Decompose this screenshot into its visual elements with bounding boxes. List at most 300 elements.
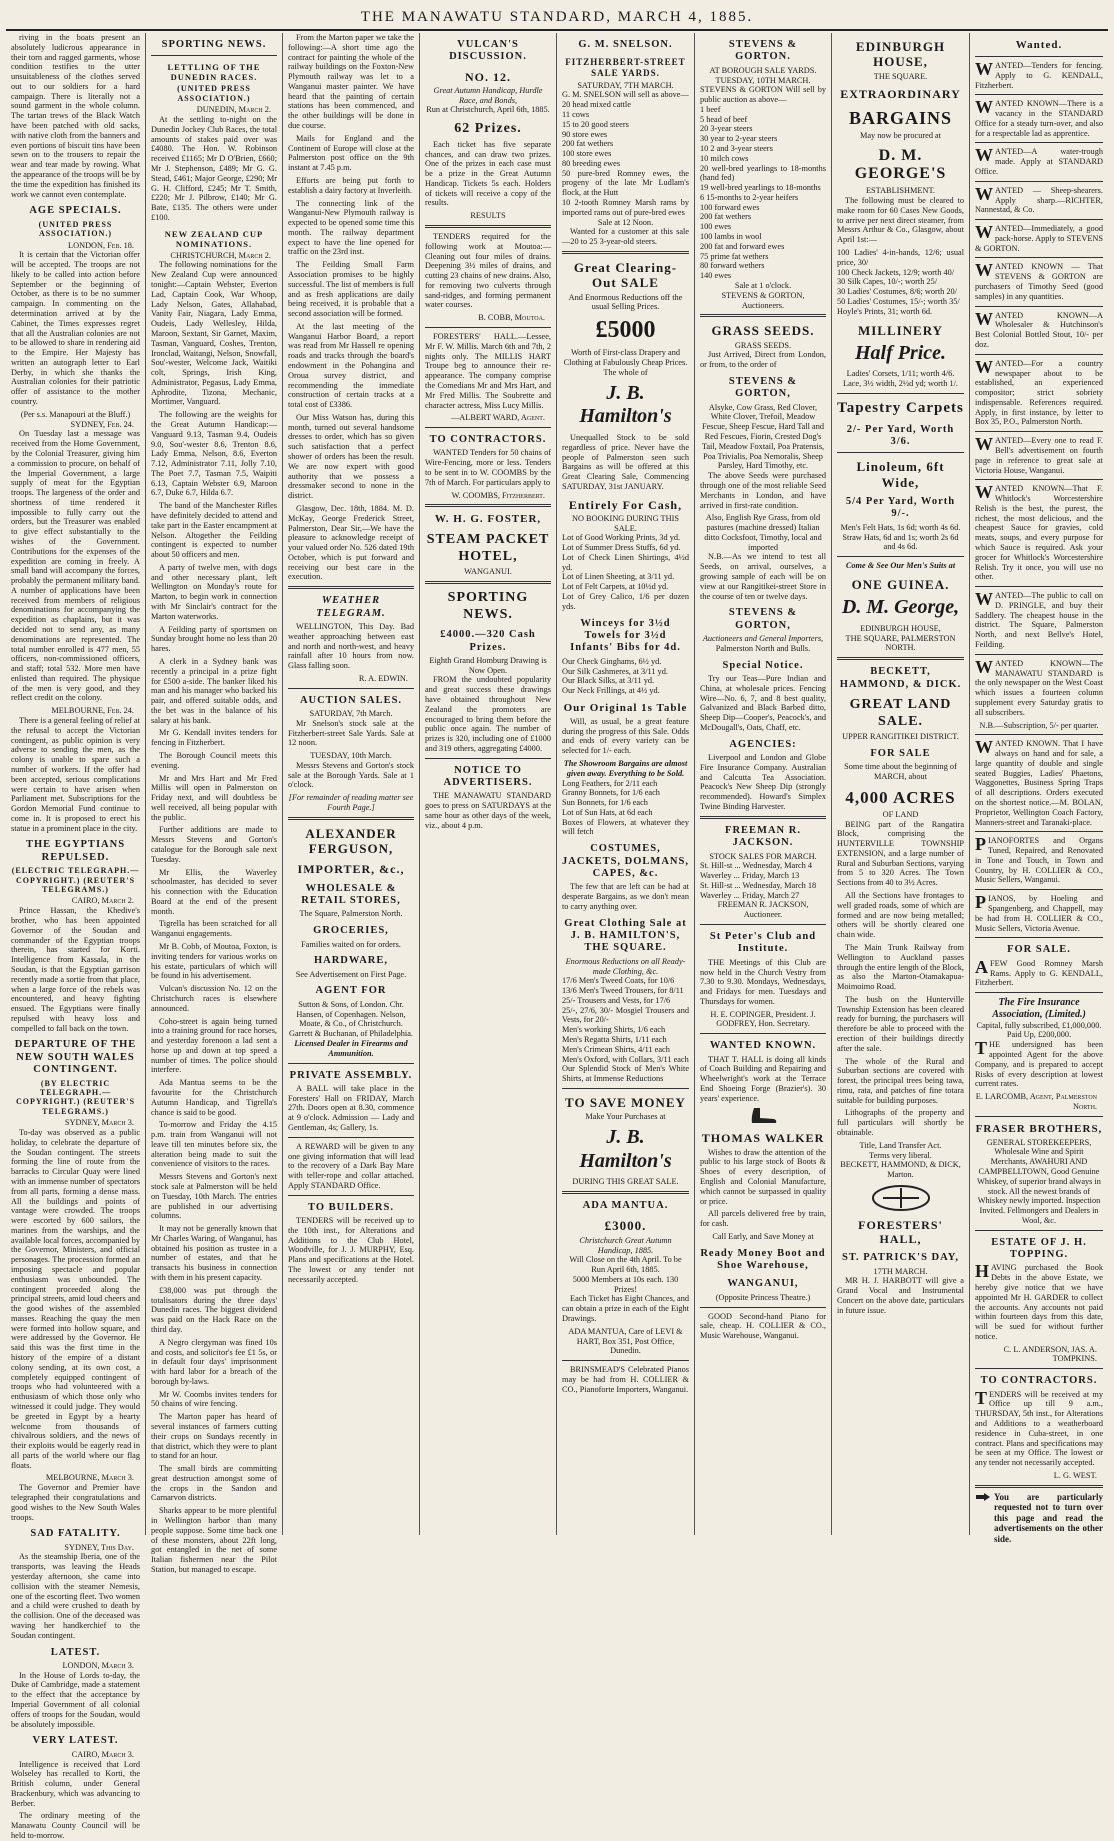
divider (425, 225, 551, 228)
divider (975, 181, 1103, 182)
grass-also: Also, English Rye Grass, from old pastures (machine dressed) Italian ditto Cocksfoot, Timothy, local and imported (704, 513, 822, 552)
showroom-heading: The Showroom Bargains are almost given away. Everything to be Sold. (563, 758, 688, 778)
list-item: Lot of Sun Hats, at 6d each (562, 807, 653, 817)
auction-date-1: SATURDAY, 7th March. (309, 709, 393, 718)
list-item: Lot of Summer Dress Stuffs, 6d yd. (562, 543, 681, 553)
land-time: Some time about the beginning of MARCH, about (844, 762, 957, 781)
article-train: To-morrow and Friday the 4.15 p.m. train from Wanganui will not leave till ten minutes before six, the alteration being made to suit the convenience of visitors to the races. (151, 1120, 277, 1169)
article-totalisator: £38,000 was put through the totalisators during the three days' Dunedin races. The biggest dividend was paid on the Hack Race on the third day. (151, 1285, 277, 1334)
save-money-sub: Make Your Purchases at (585, 1112, 666, 1122)
pianofortes-text: PIANOFORTES and Organs Tuned, Repaired, and Renovated in Tone and Touch, in Town and Country, by H. COLLIER & CO., Music Sellers, Wanganui. (975, 834, 1103, 885)
article-sharks: Sharks appear to be more plentiful in Wellington harbor than many people suppose. Some time back one of these monsters, about 22ft long, got entangled in the net of some Italian fishermen near the Pilot Station, but managed to escape. (151, 1506, 277, 1574)
column-hamilton (557, 33, 695, 1535)
article-hart: Mr and Mrs Hart and Mr Fred Millis will open in Palmerston on Friday next, and will doubtless be well received, all being popular with the public. (151, 773, 277, 822)
fire-heading: The Fire Insurance Association, (Limited.) (992, 997, 1086, 1020)
ada-heading: ADA MANTUA. (582, 1200, 669, 1212)
column-wanted (970, 33, 1108, 1545)
sad-fatality-heading: SAD FATALITY. (30, 1528, 121, 1540)
wanted-ad: WANTED—For a country newspaper about to be established, an experienced compositor; strict sobriety indispensable. References required. Apply, in first instance, by letter to Box 35, P.O., Palmerston North. (975, 356, 1103, 427)
original-table-text: Will, as usual, be a great feature during the progress of this Sale. Odds and ends of every variety can be selected for 1/- each. (562, 716, 689, 756)
land-text-6: Lithographs of the property and full particulars will shortly be obtainable. (837, 1108, 964, 1137)
stevens-intro: STEVENS & GORTON Will sell by public auction as above— (700, 85, 826, 105)
article-ordinary-meeting: The ordinary meeting of the Manawatu County Council will be held to-morrow. (11, 1811, 140, 1840)
divider (975, 1116, 1103, 1117)
walker-town: WANGANUI, (727, 1278, 799, 1290)
stevens-time: Sale at 1 o'clock. (734, 280, 792, 290)
terms-text: Terms very liberal. (869, 1150, 932, 1160)
one-guinea: ONE GUINEA. (851, 576, 950, 592)
special-heading: Special Notice. (722, 659, 804, 671)
list-item: 80 breeding ewes (562, 158, 621, 168)
list-item: 80 forward wethers (700, 261, 765, 271)
auction-date-2: TUESDAY, 10th March. (310, 751, 392, 761)
vulcan-number: NO. 12. (465, 69, 511, 84)
divider (975, 354, 1103, 355)
article-vulcan: Vulcan's discussion No. 12 on the Christchurch races is elsewhere announced. (151, 984, 277, 1013)
article-sydney: On Tuesday last a message was received from the Home Government, by the Colonial Treasurer, giving him a commission to procure, on behalf of the Imperial Government, a large supply of meat for the Egyptian troops. The largeness of the order and shortness of time rendered it impossible to fully carry out the orders, but the Treasurer was enabled to give effect substantially to the wishes of the Government. Contributions for the expenses of the expedition are coming in freely. A small band will accompany the forces, probably the permanent military band. A number of applications have been received from members of religious denominations for accompanying the expedition as chaplains, but it was decided not to send any, as many denominations are represented. The total number enrolled is 477 men, 55 officers, non-commissioned officers, and staff; total 532. More men have enlisted than required. The physique of the men is very good, and they reflect credit on the colony. (11, 429, 140, 703)
list-item: 10 2-tooth Romney Marsh rams by imported rams out of pure-bred ewes (562, 197, 689, 217)
shirts-list (562, 1025, 689, 1084)
article-watson: Our Miss Watson has, during this month, turned out several handsome dresses to order, which has so given such satisfaction that a perfect shower of orders has been the result. We are now expert with good authority that we possess a dressmaker second to none in the district. (288, 412, 414, 501)
list-item: 90 store ewes (562, 129, 608, 139)
list-item: 200 fat and forward ewes (700, 241, 785, 251)
private-assembly-text: A BALL will take place in the Foresters' Hall on FRIDAY, March 27th. Doors open at 8.30, commence at 9 o'clock. Admission — Lady and Gentleman, 4s; Gallery, 1s. (288, 1083, 414, 1133)
clearing-subheading: And Enormous Reductions off the usual Selling Prices. (568, 292, 683, 312)
ferguson-name: ALEXANDER FERGUSON, (305, 825, 397, 857)
half-price-heading: Half Price. (854, 341, 947, 364)
stevens2-subheading: Auctioneers and General Importers, (702, 634, 824, 644)
fire-capital: Capital, fully subscribed, £1,000,000. (976, 1020, 1102, 1030)
edinburgh-2: EDINBURGH HOUSE, (860, 623, 941, 633)
list-item: 30 year to 2-year steers (700, 134, 778, 144)
foresters-signature: —ALBERT WARD, Agent. (450, 413, 545, 423)
list-item: 20 well-bred yearlings to 18-months (hand fed) (700, 163, 826, 183)
article-london: It is certain that the Victorian offer will be accepted. The troops are not likely to be called into action before September or the beginning of October, as there is to be no summer campaign. In commenting on the determination arrived at by the Cabinet, the Times expresses regret that all the Australian colonies are not to be allowed to share in rendering aid to the Empire. Her Majesty has written an autograph letter to Earl Derby, in which she thanks the Australian colonies for their patriotic offer of assistance to the mother country. (11, 250, 140, 407)
list-item: 25/- Trousers and Vests, for 17/6 (562, 995, 671, 1005)
list-item: St. Hill-st ... Wednesday, March 4 (700, 861, 813, 871)
divider (700, 314, 826, 317)
contractors2-signature: L. G. WEST. (1053, 1470, 1097, 1480)
wanted-ad: WANTED—Every one to read F. Bell's advertisement on fourth page in reference to great sale at Victoria House, Wanganui. (975, 434, 1103, 475)
divider (425, 581, 551, 584)
freeman-list (700, 861, 826, 900)
column-news (6, 33, 146, 1840)
sporting-ad-heading: SPORTING NEWS. (447, 590, 529, 622)
showroom-list (562, 779, 689, 838)
auction-text-2: Messrs Stevens and Gorton's stock sale at the Borough Yards. Sale at 1 o'clock. (288, 760, 414, 790)
article-birds: The small birds are committing great destruction amongst some of the crops in the Sandon and Carnarvon districts. (151, 1464, 277, 1503)
beckett-heading: BECKETT, HAMMOND, & DICK. (839, 666, 962, 690)
list-item: 50 Ladies' Costumes, 15/-; worth 35/ (837, 296, 960, 306)
divider (562, 1191, 689, 1194)
divider (975, 257, 1103, 258)
list-item: 200 fat wethers (562, 139, 614, 149)
masthead: THE MANAWATU STANDARD, MARCH 4, 1885. (360, 9, 754, 25)
article-twelve-men: A party of twelve men, with dogs and other necessary plant, left Wellington on Monday's route for Marton, to begin work in connection with Mr Sinclair's contract for the Marton waterworks. (151, 562, 277, 621)
columns (6, 33, 1108, 1840)
article-coombs: Mr W. Coombs invites tenders for 50 chains of wire fencing. (151, 1389, 277, 1409)
stevens-heading: STEVENS & GORTON. (728, 39, 798, 63)
divider (837, 452, 964, 453)
article-stock-sale: Messrs Stevens and Gorton's next stock sale at Palmerston will be held on Tuesday, 10th March. The entries are published in our advertising columns. (151, 1172, 277, 1221)
tenders-text: TENDERS required for the following work at Moutoa:— Cleaning out four miles of drains. Deepening 3½ miles of drains, and cutting 23 chains of new drains. Also, for removing two culverts through sand-ridges, and forming permanent water courses. (425, 232, 551, 310)
george-list (837, 248, 964, 316)
divider (562, 1360, 689, 1361)
wanted-ad: WANTED KNOWN. That I have always on hand and for sale, a large quantity of double and single seated Buggies, Ladies' Phaetons, Waggonettes, Business Spring Traps of all descriptions. Orders executed on the shortest notice.—M. BOLAN, Proprietor, Wellington Coach Factory, Manners-street and Taranaki-place. (975, 737, 1103, 827)
nz-cup-heading: NEW ZEALAND CUP NOMINATIONS. (164, 228, 264, 249)
grass-nb: N.B.—As we intend to test all Seeds, on arrival, ourselves, a growing sample of each will be on view at our Rangitikei-street Store in the course of ten or twelve days. (700, 552, 826, 601)
fraser-heading: FRASER BROTHERS, (975, 1122, 1103, 1135)
contractors2-text: TENDERS will be received at my Office up till 9 a.m., THURSDAY, 5th inst., for Alterations and Additions to a weatherboard residence in Cuba-street, in one contract. Plans and specifications may be seen at my Office. The lowest or any tender not necessarily accepted. (975, 1387, 1103, 1468)
article-kendall: Mr G. Kendall invites tenders for fencing in Fitzherbert. (151, 728, 277, 748)
pointing-notice (975, 1492, 1103, 1545)
snelson-list (562, 100, 689, 217)
ada-title: Christchurch Great Autumn Handicap, 1885. (579, 1235, 672, 1255)
snelson-date: SATURDAY, 7TH MARCH. (577, 80, 674, 90)
latest-heading: LATEST. (50, 1646, 101, 1658)
agencies-text: Liverpool and London and Globe Fire Insurance Company. Australian and Calcutta Tea Association. Peacock's New Sheep Dip (strongly recommended). Howard's Simplex Twine Binding Harvester. (700, 753, 826, 811)
land-text-5: The whole of the Rural and Suburban sections are covered with forest, the principal trees being tawa, rimu, rata, and patches of fine totara suitable for building purposes. (837, 1056, 964, 1105)
divider (975, 889, 1103, 890)
dunedin-heading: LETTLING OF THE DUNEDIN RACES. (167, 62, 261, 83)
list-item: Waverley ... Friday, March 13 (700, 871, 800, 881)
land-text-4: The bush on the Hunterville Township Extension has been cleared ready for burning, the purchasers will therefore be able to proceed with the erection of their buildings directly after the sale. (837, 994, 964, 1053)
foster-town: WANGANUI. (464, 567, 512, 577)
wanted-ad: WANTED KNOWN — That STEVENS & GORTON are purchasers of Timothy Seed (good samples) in any quantities. (975, 260, 1103, 301)
nsw-subheading: (BY ELECTRIC TELEGRAPH.—COPYRIGHT.) (REUTER'S TELEGRAMS.) (15, 1078, 136, 1116)
article-borough: The Borough Council meets this evening. (151, 750, 277, 770)
list-item: 100 forward ewes (700, 202, 760, 212)
grass-heading: GRASS SEEDS. (711, 323, 815, 339)
wanted-ad: WANTED—The public to call on D. PRINGLE, and buy their Saddlery. The cheapest house in the district. The Square, Palmerston North, and next Bellve's Hotel, Feilding. (975, 589, 1103, 650)
tapestry-heading: Tapestry Carpets (837, 400, 964, 416)
cash-list (562, 533, 689, 611)
column-local (283, 33, 420, 1535)
list-item: 17/6 Men's Tweed Coats, for 10/6 (562, 976, 675, 986)
snelson-intro: G. M. SNELSON will sell as above— (562, 90, 689, 100)
cash-heading: Entirely For Cash, (568, 497, 683, 512)
land-text-3: The Main Trunk Railway from Wellington to Auckland passes through the entire length of the Block, as also the Marton-Otamakapua-Moimoimo Road. (837, 942, 964, 992)
special-text: Try our Teas—Pure Indian and China, at wholesale prices. Fencing Wire—No. 6, 7, and 8 best quality, Galvanized and Black Barbed ditto, Sheep Dip—Cooper's, Peacock's, and McDougall's, Oats, Chaff, etc. (700, 674, 826, 732)
snelson-time: Sale at 12 Noon. (597, 217, 654, 227)
beckett-signature: BECKETT, HAMMOND, & DICK, Marton. (840, 1160, 961, 1180)
list-item: Men's Crimean Shirts, 4/11 each (562, 1044, 670, 1054)
divider (975, 142, 1103, 143)
edinburgh-sub: THE SQUARE. (873, 71, 928, 81)
list-item: St. Hill-st ... Wednesday, March 18 (700, 880, 817, 890)
dateline-melbourne-2: MELBOURNE, March 3. (45, 1473, 134, 1483)
list-item: Sun Bonnets, for 1/6 each (562, 798, 648, 808)
article-intro: riving in the boats present an absolutely ludicrous appearance in their torn and ragged garments, whose condition testifies to the utter unsuitableness of the clothes served out to our soldiers for a hard campaign. There is literally not a sound garment in the whole column. The tartan trews of the Black Watch have been patched with old sacks, with native cloth from the banners and even portions of biscuit tins have been sewn on to the trousers to repair the wear and tear made by rowing. What the appearance of the troops will be by the time the expedition has finished its work we cannot even contemplate. (11, 33, 140, 199)
dm-george-name: D. M. George, (841, 596, 960, 619)
divider (288, 1063, 414, 1064)
ada-amount: £3000. (604, 1218, 647, 1234)
article-railway: The connecting link of the Wanganui-New Plymouth railway is expected to be opened some time this month. The railway department expect to have the line opened for traffic on the 23rd inst. (288, 198, 414, 257)
vulcan-text: Each ticket has five separate chances, and can draw two prizes. One of the prizes in each case must be a prize in the Great Autumn Handicap. Tickets 5s each. Holders of tickets will receive a copy of the results. (425, 139, 551, 208)
list-item: Men's Oxford, with Collars, 3/11 each (562, 1054, 689, 1064)
auction-text-1: Mr Snelson's stock sale at the Fitzherbert-street Sale Yards. Sale at 12 noon. (288, 718, 414, 748)
builders-text: TENDERS will be received up to the 10th inst., for Alterations and Additions to the Club Hotel, Woodville, for J. J. MURPHY, Esq. Plans and specifications at the Hotel. The lowest or any tender not necessarily accepted. (288, 1216, 414, 1284)
article-melbourne: There is a general feeling of relief at the refusal to accept the Victorian contingent, as public opinion is very adverse to sending the men, as the colony is unable to spare such a number of workers. If the offer had been accepted, serious complications were certain to have arisen when Parliament met. Subscriptions for the Gordon Memorial Fund continue to come in. It is proposed to erect his statue in a prominent place in the city. (11, 716, 140, 833)
article-mails: Mails for England and the Continent of Europe will close at the Palmerston post office on the 9th instant at 7.45 p.m. (288, 133, 414, 173)
divider (425, 758, 551, 759)
article-waring: It may not be generally known that Mr Charles Waring, of Wanganui, has obtained his position as trustee in a number of estates, and that he transacts his business in connection with them in his present capacity. (151, 1224, 277, 1283)
clearing-amount: £5000 (595, 317, 656, 344)
tapestry-price: 2/- Per Yard, Worth 3/6. (846, 423, 955, 448)
divider (288, 1195, 414, 1196)
foresters-text: FORESTERS' HALL.—Lessee, Mr F. W. Millis. March 6th and 7th, 2 nights only. The MILLIS HART Troupe beg to announce their re-appearance. The company comprise the Comedians Mr and Mrs Hart, and Mr Fred Millis. The Soubrette and character actress, Miss Lucy Millis. (425, 332, 551, 410)
hamilton-name: J. B. Hamilton's (579, 381, 672, 428)
divider (975, 306, 1103, 307)
fraser-subheading: GENERAL STOREKEEPERS, (986, 1137, 1092, 1147)
article-london-2: In the House of Lords to-day, the Duke of Cambridge, made a statement to the effect that the acceptance by Imperial Government of all colonial offers of troops for the Soudan, would be absolutely impossible. (11, 1670, 140, 1729)
fire-paid: Paid Up, £200,000. (1006, 1030, 1072, 1040)
bargains-heading: BARGAINS (848, 107, 953, 128)
grass-name: STEVENS & GORTON, (728, 375, 798, 400)
article-coho: Coho-street is again being turned into a training ground for race horses, and yesterday forenoon a lad sent a horse up and down at top speed a number of times. The police should interfere. (151, 1016, 277, 1075)
list-item: Men's working Shirts, 1/6 each (562, 1025, 666, 1035)
article-ada: Ada Mantua seems to be the favourite for the Christchurch Autumn Handicap, and Tigrella's chance is said to be good. (151, 1078, 277, 1117)
list-item: 100 ewes (700, 222, 732, 232)
press-credit: (UNITED PRESS ASSOCIATION.) (177, 84, 251, 103)
ferguson-stores: WHOLESALE & RETAIL STORES, (301, 882, 401, 906)
extraordinary-heading: EXTRAORDINARY (840, 87, 961, 102)
clothing-list (562, 976, 689, 1025)
dateline-dunedin: DUNEDIN, March 2. (196, 105, 271, 115)
title-text: Title, Land Transfer Act. (859, 1140, 942, 1150)
list-item: 5 head of beef (700, 114, 748, 124)
weather-report: WELLINGTON, This Day. Bad weather approaching between east and north and north-west, and heavy rainfall after 10 hours from now. Glass falling soon. (288, 621, 414, 671)
grass-list: Alsyke, Cow Grass, Red Clover, White Clover, Trefoil, Meadow Fescue, Sheep Fescue, Hard Tall and Red Fescues, Fiorin, Crested Dog's Tail, Meadow Foxtail, Poa Pratensis, Poa Trivialis, Poa Nemoralis, Sheep Parsley, Hard Timothy, etc. (701, 402, 825, 471)
land-sale-sub: UPPER RANGITIKEI DISTRICT. (842, 732, 959, 742)
divider (562, 1088, 689, 1089)
reading-note: [For remainder of reading matter see Fourth Page.] (288, 793, 414, 813)
stevens2-address: Palmerston North and Bulls. (715, 643, 811, 653)
divider (837, 657, 964, 660)
article-cairo-2: Intelligence is received that Lord Wolseley has recalled to Korti, the British column, under General Brackenbury, which was advancing to Berber. (11, 1759, 140, 1808)
divider (151, 55, 277, 56)
list-item: 10 2 and 3-year steers (700, 144, 773, 153)
list-item: 1 beef (700, 104, 721, 114)
ferguson-address: The Square, Palmerston North. (299, 909, 403, 919)
topping-text: HAVING purchased the Book Debts in the above Estate, we hereby give notice that we have appointed Mr H. GARDER to collect the accounts. Any accounts not paid within fourteen days from this date, will be sued for without further notice. (975, 1261, 1103, 1341)
land-sale-heading: GREAT LAND SALE. (849, 696, 952, 729)
builders-heading: TO BUILDERS. (308, 1201, 394, 1213)
article-tigrella: Tigrella has been scratched for all Wanganui engagements. (151, 919, 277, 939)
divider (288, 1137, 414, 1138)
list-item: 10 milch cows (700, 153, 749, 163)
article-feilding: A Feilding party of sportsmen on Sunday brought home no less than 20 hares. (151, 624, 277, 654)
stevens-date: TUESDAY, 10TH MARCH. (715, 75, 811, 85)
peters-text: THE Meetings of this Club are now held in the Church Vestry from 7.30 to 9.30. Mondays, Wednesdays, and Fridays for men. Tuesdays and Thursdays for women. (700, 957, 826, 1006)
walker-opposite: (Opposite Princess Theatre.) (715, 1292, 811, 1302)
fire-text: THE undersigned has been appointed Agent for the above Company, and is prepared to accept Risks of every description at lowest current rates. (975, 1038, 1103, 1089)
stevens-list (700, 105, 826, 281)
agent-heading: AGENT FOR (315, 985, 387, 997)
list-item: Our Black Silks, at 3/11 yd. (562, 676, 655, 686)
licensed-dealer: Licensed Dealer in Firearms and Ammunition. (294, 1038, 408, 1058)
list-item: Lot of Check Linen Shirtings, 4½d yd. (562, 552, 689, 572)
article-harbor-board: At the last meeting of the Wanganui Harbor Board, a report was read from Mr Hassell re opening roads and tracks through the board's endowment in the Pohangina and Oroua survey district, and recommending the immediate construction of certain tracks at a total cost of £3386. (288, 321, 414, 410)
list-item: Granny Bonnets, for 1/6 each (562, 788, 660, 798)
divider (700, 1307, 826, 1308)
linoleum-price: 5/4 Per Yard, Worth 9/-. (845, 496, 956, 520)
list-item: 50 pure-bred Romney ewes, the progeny of the late Mr Ludlam's flock, at the Hutt (562, 168, 689, 198)
weather-heading: WEATHER TELEGRAM. (316, 595, 386, 619)
list-item: Boxes of Flowers, at whatever they will fetch (562, 817, 689, 837)
wanted-known-heading: WANTED KNOWN. (709, 1040, 817, 1052)
list-item: Lot of Linen Sheeting, at 3/11 yd. (562, 572, 675, 582)
divider (975, 1485, 1103, 1488)
clearing-heading: Great Clearing-Out SALE (573, 259, 678, 291)
dateline-cairo-2: CAIRO, March 3. (71, 1749, 134, 1759)
vulcan-heading: VULCAN'S DISCUSSION. (449, 39, 527, 63)
come-see: Come & See Our Men's Suits at (845, 561, 956, 571)
article-weights: The following are the weights for the Great Autumn Handicap:—Vanguard 9.13, Tasman 9.4, Oudeis 9.0, Sou'-wester 8.6, Trenton 8.6, Lady Emma, Nelson, 8.6, Everton 7.12, Administrator 7.11, Jolly 7.10, The Poet 7.7, Tasman 7.5, Waipiti 6.13, Captain Webster 6.9, Maroon 6.7, Duke 6.7, Hilda 6.7. (151, 410, 277, 498)
list-item: 140 ewes (700, 271, 732, 281)
reward-notice: A REWARD will be given to any one giving information that will lead to the recovery of a Dark Bay Mare with teller-rope and collar attached. Apply STANDARD Office. (288, 1141, 414, 1190)
divider (837, 393, 964, 394)
wanted-ad: WANTED KNOWN—A Wholesaler & Hutchinson's Best Colonial Bottled Stout, 10/- per doz. (975, 308, 1103, 349)
freeman-subheading: STOCK SALES FOR MARCH. (709, 851, 817, 861)
divider (700, 816, 826, 819)
wanted-ad: WANTED KNOWN—There is a vacancy in the STANDARD Office for a steady turn-over, and also for a respectable lad as apprentice. (975, 97, 1103, 138)
divider (975, 734, 1103, 735)
ada-tickets: 5000 Members at 10s each. 130 Prizes! (572, 1274, 679, 1294)
list-item: Our Silk Cashmeres, at 3/11 yd. (562, 666, 668, 676)
edinburgh-2-address: THE SQUARE, PALMERSTON NORTH. (845, 633, 956, 653)
list-item: 30 Silk Capes, 10/-; worth 25/ (837, 277, 938, 287)
list-item: 200 fat wethers (700, 212, 752, 222)
column-george (832, 33, 970, 1535)
list-item: Lot of Grey Calico, 1/6 per dozen yds. (562, 592, 689, 611)
vulcan-results: RESULTS (470, 211, 506, 221)
article-clerk: A clerk in a Sydney bank was recently a principal in a prize fight for £500 a-side. The banker liked his man and his manager who backed his pair, and offered suitable odds, and the bet was in the balance of his salary at his bank. (151, 656, 277, 725)
peters-heading: St Peter's Club and Institute. (709, 930, 817, 955)
grass-subheading: GRASS SEEDS. (734, 340, 792, 350)
article-marton: The Marton paper has heard of several instances of farmers cutting their crops on Sundays recently in that district, which they were to plant to stand for an hour. (151, 1412, 277, 1461)
wanted-ad: WANTED — Sheep-shearers. Apply sharp.—RICHTER, Nannestad, & Co. (975, 183, 1103, 215)
save-money-heading: TO SAVE MONEY (565, 1094, 686, 1110)
walker-text-2: All parcels delivered free by train, for cash. (700, 1209, 826, 1229)
divider (425, 504, 551, 507)
column-vulcan (420, 33, 557, 1535)
topping-signature: C. L. ANDERSON, JAS. A. TOMPKINS. (1003, 1344, 1097, 1364)
egypt-subheading: (ELECTRIC TELEGRAPH.—COPYRIGHT.) (REUTER'S TELEGRAMS.) (11, 866, 140, 895)
foresters-hall-heading: FORESTERS' HALL, (858, 1217, 943, 1247)
grass-text: Just Arrived, Direct from London, or from, to the order of (700, 350, 826, 370)
divider (288, 586, 414, 589)
list-item: 13/6 Men's Tweed Trousers, for 8/11 (562, 986, 684, 996)
cash-subheading: NO BOOKING DURING THIS SALE. (571, 513, 679, 533)
vulcan-title: Great Autumn Handicap, Hurdle Race, and Bonds, (433, 85, 543, 105)
dateline-sydney-2: SYDNEY, March 3. (64, 1118, 134, 1128)
stevens-signature: STEVENS & GORTON, Auctioneers. (721, 290, 805, 310)
snelson-wanted: Wanted for a customer at this sale—20 to 25 3-year-old steers. (562, 227, 689, 247)
divider (425, 427, 551, 428)
freeman-signature: FREEMAN R. JACKSON, Auctioneer. (717, 900, 809, 920)
article-ellis: Mr Ellis, the Waverley schoolmaster, has decided to sever his connection with the Education Board at the end of the present month. (151, 867, 277, 916)
nsw-heading: DEPARTURE OF THE NEW SOUTH WALES CONTINGENT. (14, 1039, 137, 1076)
grass-text-2: The above Seeds were purchased through one of the most reliable Seed Merchants in London, and have arrived in first-rate condition. (700, 471, 826, 510)
divider (975, 831, 1103, 832)
list-item: Long Feathers, for 2/11 each (562, 778, 658, 788)
particularly-text: You are particularly requested not to turn over this page and read the advertisements on the other side. (994, 1491, 1103, 1545)
winceys-heading: Winceys for 3½d Towels for 3½d Infants' Bibs for 4d. (570, 617, 681, 654)
list-item: Men's Regatta Shirts, 1/11 each (562, 1035, 667, 1045)
piano-text: GOOD Second-hand Piano for sale, cheap. H. COLLIER & CO., Music Warehouse, Wanganui. (700, 1311, 826, 1341)
contractors-heading: TO CONTRACTORS. (429, 434, 547, 446)
dateline-sydney-3: SYDNEY, This Day. (64, 1542, 134, 1552)
article-rifles: The band of the Manchester Rifles have definitely decided to attend and take part in the Easter encampment at Nelson. Altogether the Feilding contingent is expected to number about 50 officers and men. (151, 501, 277, 560)
divider (975, 1368, 1103, 1369)
land-text-2: All the Sections have frontages to well graded roads, some of which are formed and are now being metalled; others will be shortly cleared one chain wide. (837, 891, 964, 940)
list-item: 6 15-months to 2-year heifers (700, 192, 799, 202)
ferguson-title: IMPORTER, &c., (297, 862, 405, 877)
divider (562, 251, 689, 254)
dateline-london: LONDON, Feb. 18. (68, 240, 134, 250)
divider (975, 1230, 1103, 1231)
subscription-note: N.B.—Subscription, 5/- per quarter. (979, 720, 1099, 730)
article-cairo: Prince Hassan, the Khedive's brother, who has been appointed Governor of the Soudan and commander of the Egyptian troops therein, has started for Korti. Intelligence from Kassala, in the Soudan, is that the Egyptian garrison recently made a sortie from that place, when a large force of the rebels was encountered, and heavy fighting ensued. The Egyptians were finally repulsed with heavy loss and compelled to fall back on the town. (11, 906, 140, 1033)
article-clergyman: A Negro clergyman was fined 10s and costs, and solicitor's fee £1 5s, or in default four days' imprisonment with hard labor for a breach of the borough by-laws. (151, 1337, 277, 1386)
walker-store: Ready Money Boot and Shoe Warehouse, (700, 1247, 826, 1272)
snelson-heading: G. M. SNELSON. (578, 39, 673, 50)
list-item: 15 to 20 good steers (562, 119, 629, 129)
stevens2-heading: STEVENS & GORTON, (728, 607, 798, 631)
george-text: The following must be cleared to make room for 60 Cases New Goods, to arrive per next direct steamer, from Messrs Arthur & Co., Glasgow, about April 1st:— (837, 196, 964, 245)
walker-call: Call Early, and Save Money at (712, 1231, 814, 1241)
notice-text: THE MANAWATU STANDARD goes to press on SATURDAYS at the same hour as other days of the week, viz., about 4 p.m. (425, 791, 551, 830)
hamilton-text: Unequalled Stock to be sold regardless of price. Never have the people of Palmerston seen such Bargains as will be offered at this Great Clearing Sale, Commencing SATURDAY, 31st JANUARY. (562, 432, 689, 491)
list-item: 11 cows (562, 109, 590, 119)
article-dunedin: At the settling to-night on the Dunedin Jockey Club Races, the total amounts of stakes paid over was £4080. The Hon. W. Robinson received £1165; Mr D O'Brien, £660; Mr J. Stephenson, £489; Mr G. G. Stead, £461; Major George, £290; Mr G. H. Clifford, £245; Mr T. Smith, £220; Mr J. Pilbrow, £140; Mr G. Bate, £135. The others were under £100. (151, 115, 277, 222)
pointing-hand-icon (975, 1492, 991, 1505)
half-price-text: Ladies' Corsets, 1/11; worth 4/6. Lace, 3½ width, 2½d yd; worth 1/. (843, 369, 958, 389)
groceries-heading: GROCERIES, (313, 925, 389, 937)
divider (975, 94, 1103, 95)
article-sydney-2: To-day was observed as a public holiday, to celebrate the departure of the Soudan contingent. The streets forming the line of route from the barracks to Circular Quay were lined with an immense number of spectators from all parts, forming a dense mass. All the buildings and points of vantage were crowded. The troops were escorted by 600 sailors, the marines from the warships, and the available local forces, accompanied by the Governor, Ministers, and official personages. The procession formed an imposing spectacle and popular enthusiasm was unbounded. The contingent proceeded along the principal streets, amid loud cheers and the good wishes of the assembled masses. Reaching the quay the men were formed into hollow square, and were addressed by the Governor. He said this was the first time in the history of the empire of a distant colony sending, at its own cost, a completely equipped contingent of troops who had volunteered with a enthusiasm of which those only who witnessed it could judge. They would be greeted in Egypt by a hearty welcome from thousands of chivalrous soldiers, and the news of their exploits would be eagerly read in all parts of the world where our flag floats. (11, 1128, 140, 1470)
groceries-text: Families waited on for orders. (301, 939, 401, 949)
list-item: 20 3-year steers (700, 124, 753, 134)
wanted-ad: WANTED KNOWN—The MANAWATU STANDARD is the only newspaper on the West Coast which issues a fourteen column supplement every Saturday gratis to all subscribers. (975, 656, 1103, 717)
for-sale-heading: FOR SALE. (1007, 944, 1071, 956)
hardware-heading: HARDWARE, (313, 955, 389, 967)
ada-footer: Each Ticket has Eight Chances, and can obtain a prize in each of the Eight Drawings. (562, 1294, 689, 1323)
establishment: ESTABLISHMENT. (865, 186, 935, 196)
divider (700, 924, 826, 925)
george-name: D. M. GEORGE'S (854, 146, 947, 183)
article-stevens: Further additions are made to Messrs Stevens and Gorton's catalogue for the Borough sale next Tuesday. (151, 825, 277, 864)
list-item: 100 Ladies' 4-in-hands, 12/6; usual price, 30/ (837, 248, 964, 267)
sporting-subheading: Eighth Grand Homburg Drawing is Now Open. (429, 655, 547, 675)
save-during: DURING THIS GREAT SALE. (572, 1177, 679, 1187)
hardware-text: See Advertisement on First Page. (295, 969, 407, 979)
walker-text: Wishes to draw the attention of the public to his large stock of Boots & Shoes of every description, of English and Colonial Manufacture, which cannot be surpassed in quality or price. (700, 1147, 826, 1206)
fraser-text: Wholesale Wine and Spirit Merchants, AWAHURI AND CAMPBELLTOWN, Good Genuine Whiskey, of superior brand always in stock. All the newest brands of Whiskey newly imported. Inspection Invited. Fellmongers and Dealers in Wool, &c. (977, 1147, 1101, 1225)
list-item: Lot of Good Working Prints, 3d yd. (562, 533, 681, 543)
divider (975, 56, 1103, 57)
list-item: Our Splendid Stock of Men's White Shirts, at Immense Reductions (562, 1064, 689, 1084)
foster-hotel: STEAM PACKET HOTEL, (426, 532, 550, 564)
divider (700, 1033, 826, 1034)
clothing-subheading: Enormous Reductions on all Ready-made Clothing, &c. (565, 956, 686, 976)
costumes-text: The few that are left can be had at desperate Bargains, as we don't mean to carry anything over. (562, 882, 689, 911)
per-ss-note: (Per s.s. Manapouri at the Bluff.) (20, 409, 131, 419)
divider (975, 937, 1103, 938)
contractors-text: WANTED Tenders for 50 chains of Wire-Fencing, more or less. Tenders to be sent in to W. COOMBS by the 7th of March. For particulars apply to (425, 448, 551, 487)
for-sale-heading: FOR SALE (870, 747, 931, 759)
